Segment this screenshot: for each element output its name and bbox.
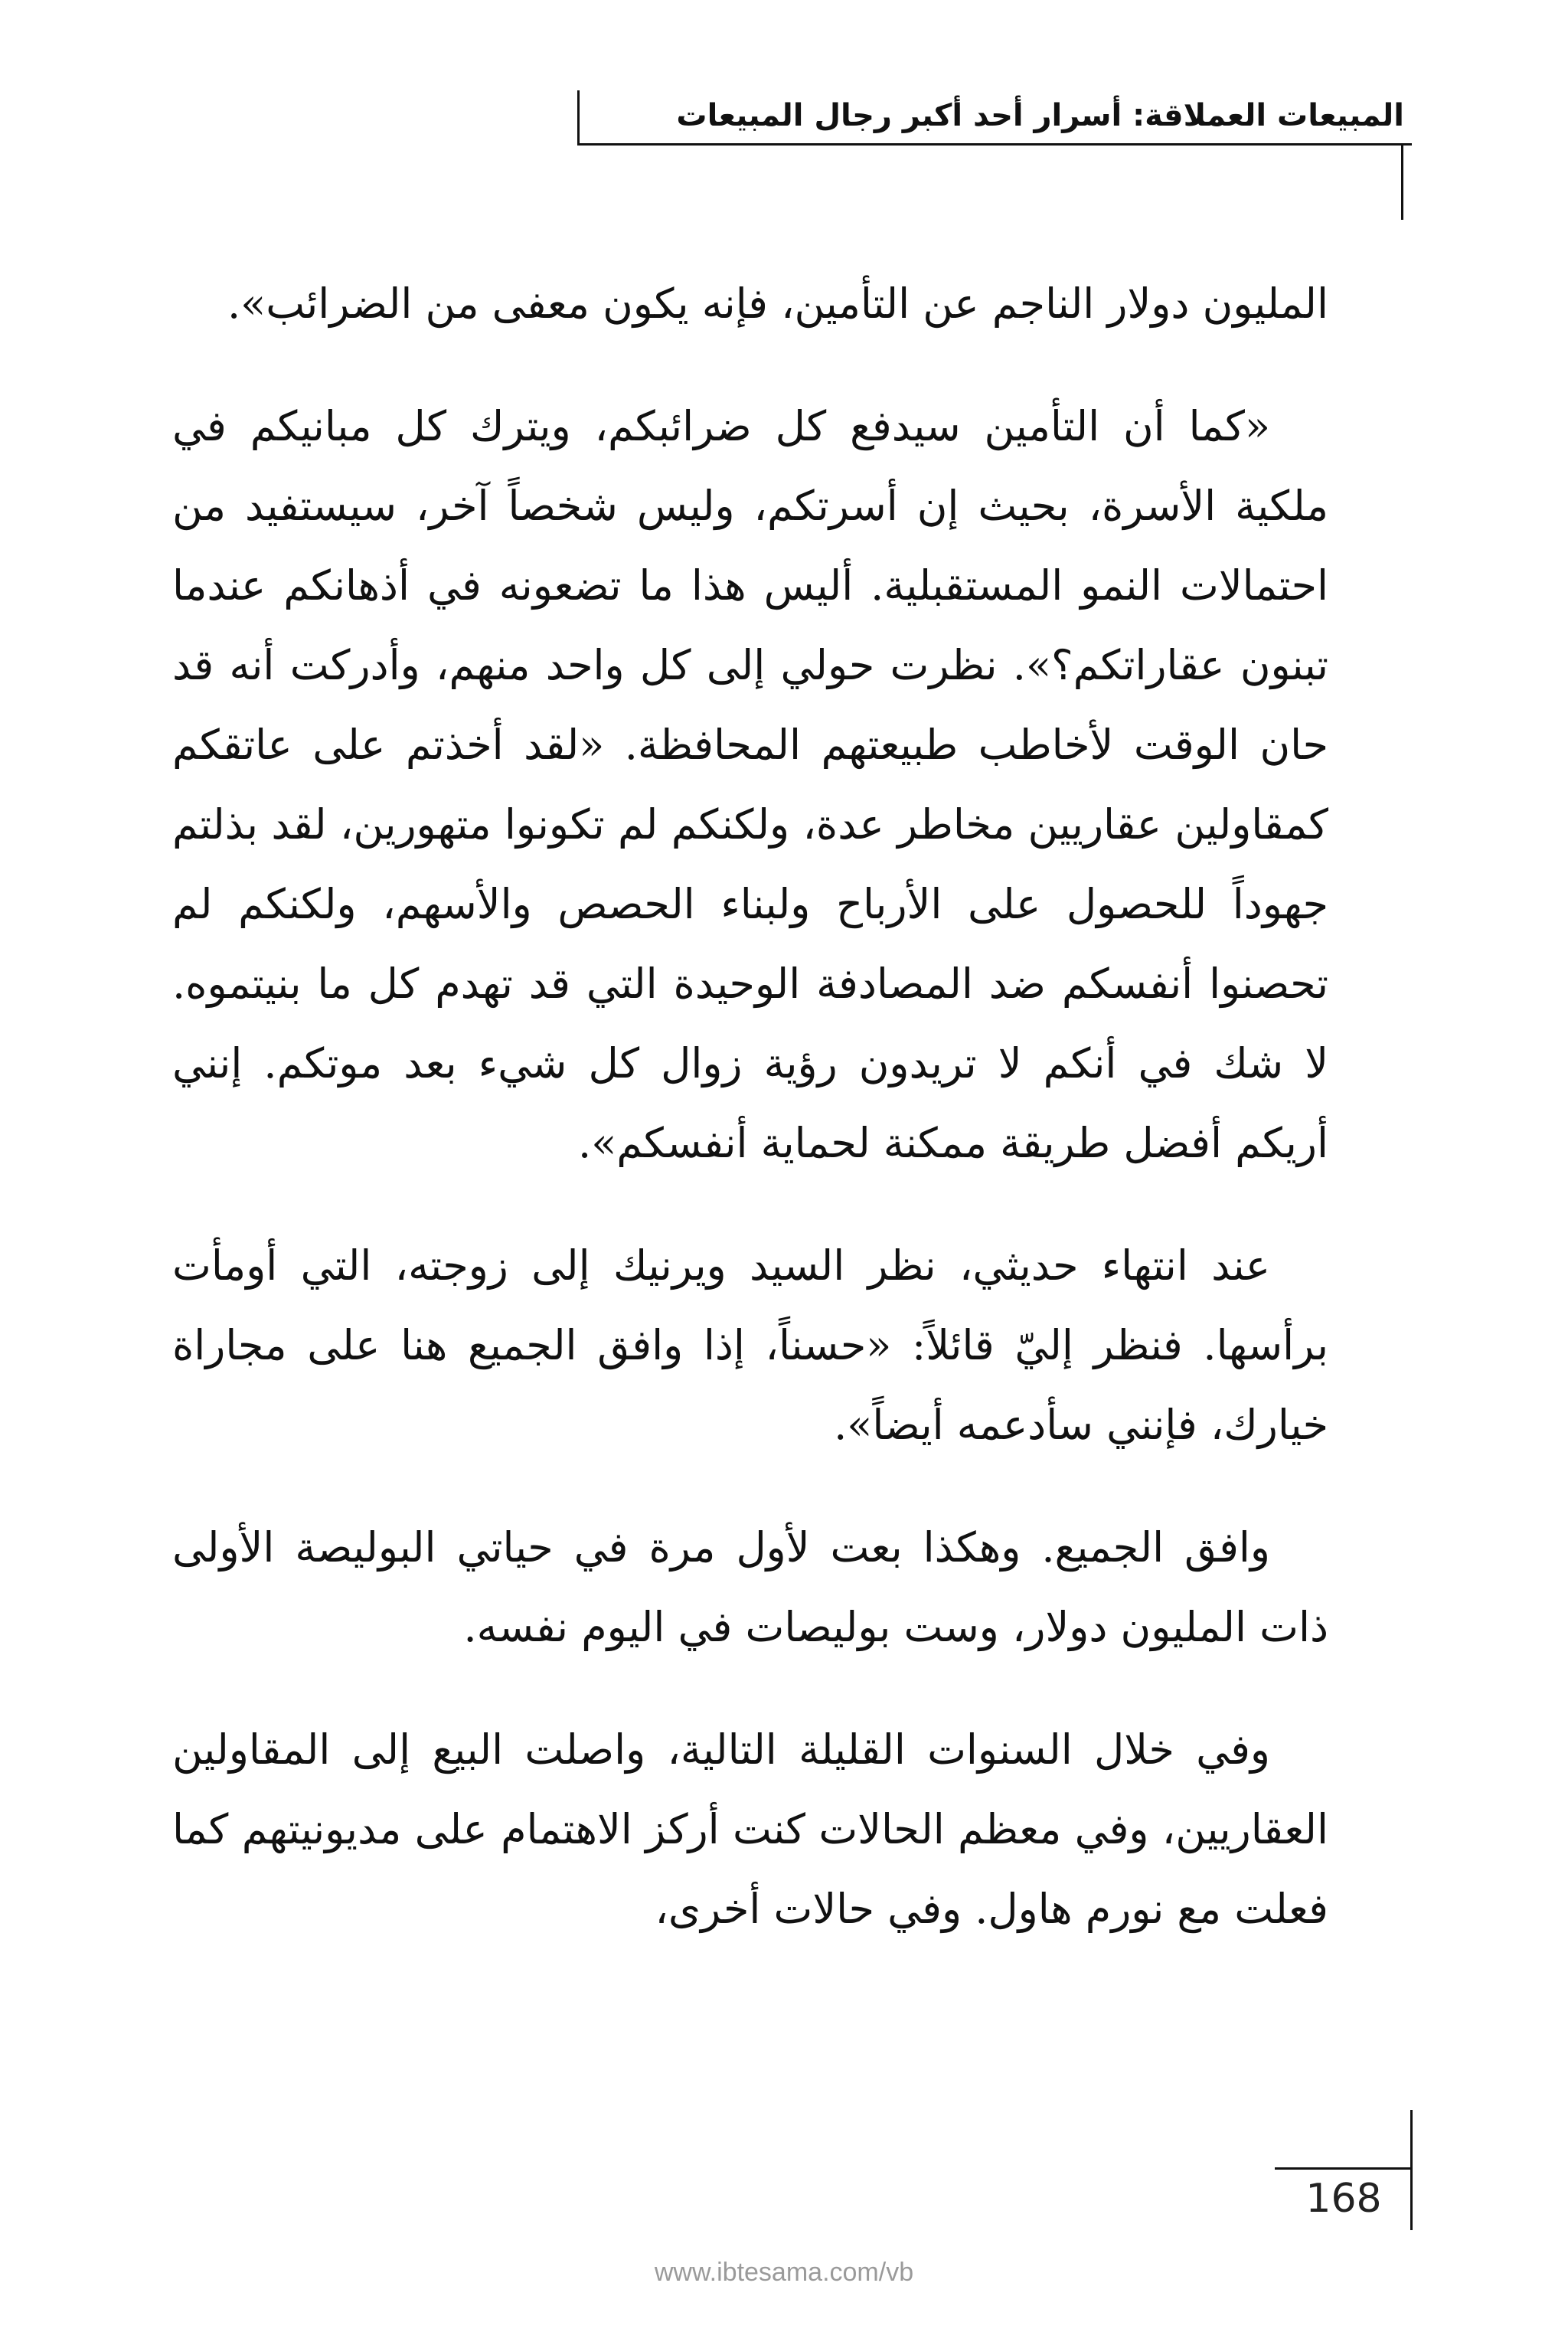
running-header: [577, 90, 1412, 146]
book-title: المبيعات العملاقة: أسرار أحد أكبر رجال المبيعات: [676, 98, 1404, 133]
watermark-link[interactable]: www.ibtesama.com/vb: [654, 2258, 914, 2287]
paragraph-quote: «كما أن التأمين سيدفع كل ضرائبكم، ويترك كل مبانيكم في ملكية الأسرة، بحيث إن أسرتكم، وليس شخصاً آخر، سيستفيد من احتمالات النمو المستقبلية. أليس هذا ما تضعونه في أذهانكم عندما تبنون عقاراتكم؟». نظرت حولي إلى كل واحد منهم، وأدركت أنه قد حان الوقت لأخاطب طبيعتهم المحافظة. «لقد أخذتم على عاتقكم كمقاولين عقاريين مخاطر عدة، ولكنكم لم تكونوا متهورين، لقد بذلتم جهوداً للحصول على الأرباح ولبناء الحصص والأسهم، ولكنكم لم تحصنوا أنفسكم ضد المصادفة الوحيدة التي قد تهدم كل ما بنيتموه. لا شك في أنكم لا تريدون رؤية زوال كل شيء بعد موتكم. إنني أريكم أفضل طريقة ممكنة لحماية أنفسكم».: [172, 402, 1328, 1167]
page-body: [172, 264, 1328, 1992]
header-rule: [1401, 143, 1403, 220]
page-number-rule: [1410, 2110, 1413, 2170]
paragraph-first-sale: وافق الجميع. وهكذا بعت لأول مرة في حياتي البوليصة الأولى ذات المليون دولار، وست بوليصات في اليوم نفسه.: [172, 1523, 1328, 1651]
paragraph-agreement: عند انتهاء حديثي، نظر السيد ويرنيك إلى زوجته، التي أومأت برأسها. فنظر إليّ قائلاً: «حسناً، إذا وافق الجميع هنا على مجاراة خيارك، فإنني سأدعمه أيضاً».: [172, 1241, 1328, 1449]
page-number: 168: [1305, 2176, 1382, 2222]
paragraph-continuation: المليون دولار الناجم عن التأمين، فإنه يكون معفى من الضرائب».: [227, 280, 1328, 328]
paragraph-following-years: وفي خلال السنوات القليلة التالية، واصلت البيع إلى المقاولين العقاريين، وفي معظم الحالات كنت أركز الاهتمام على مديونيتهم كما فعلت مع نورم هاول. وفي حالات أخرى،: [172, 1725, 1328, 1933]
